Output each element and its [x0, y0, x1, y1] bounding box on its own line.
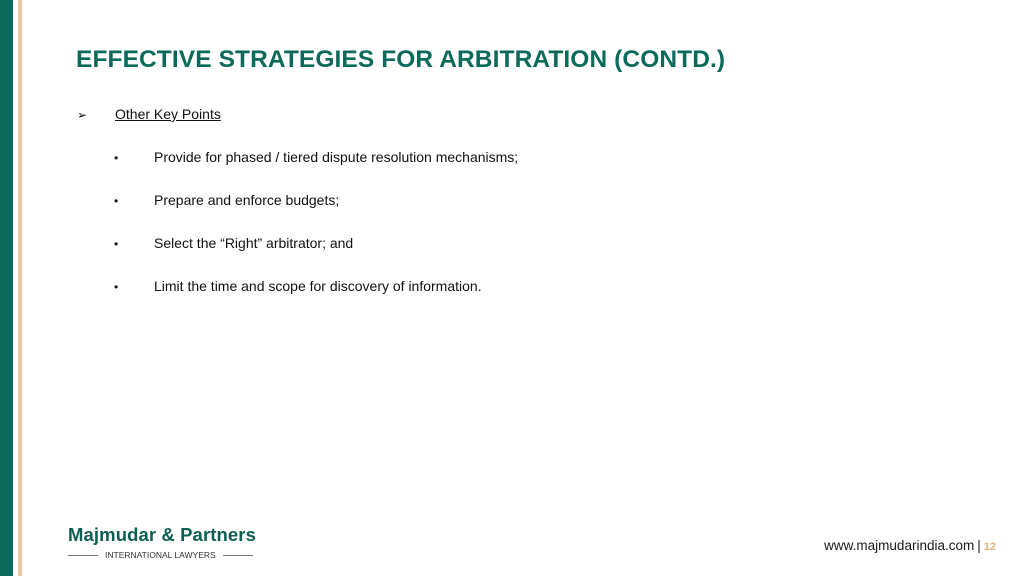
footer	[824, 538, 996, 553]
list-item-text: Limit the time and scope for discovery of information.	[154, 278, 482, 294]
list-item-text: Provide for phased / tiered dispute resolution mechanisms;	[154, 149, 519, 165]
list-item	[114, 149, 518, 192]
list-item-text: Select the “Right” arbitrator; and	[154, 235, 354, 251]
bullet-dot-icon: •	[114, 237, 119, 251]
section-heading: Other Key Points	[115, 106, 221, 122]
footer-separator: |	[977, 538, 981, 553]
slide-title: EFFECTIVE STRATEGIES FOR ARBITRATION (CONTD.)	[76, 46, 726, 73]
list-item	[114, 278, 518, 321]
list-item-text: Prepare and enforce budgets;	[154, 192, 340, 208]
website-link[interactable]: www.majmudarindia.com	[824, 538, 975, 553]
bullet-dot-icon: •	[114, 194, 119, 208]
logo-divider-right	[223, 555, 253, 556]
left-green-bar	[0, 0, 13, 576]
logo-tagline-row	[68, 550, 258, 560]
section-heading-row	[77, 106, 221, 122]
page-number: 12	[983, 541, 996, 553]
bullet-dot-icon: •	[114, 151, 119, 165]
left-tan-bar	[18, 0, 22, 576]
logo-name: Majmudar & Partners	[68, 524, 256, 545]
company-logo	[68, 524, 258, 560]
bullet-dot-icon: •	[114, 280, 119, 294]
arrow-bullet-icon: ➢	[77, 108, 88, 122]
key-points-list	[114, 149, 518, 321]
logo-divider-left	[68, 555, 98, 556]
logo-tagline: INTERNATIONAL LAWYERS	[105, 550, 216, 560]
list-item	[114, 235, 518, 278]
list-item	[114, 192, 518, 235]
